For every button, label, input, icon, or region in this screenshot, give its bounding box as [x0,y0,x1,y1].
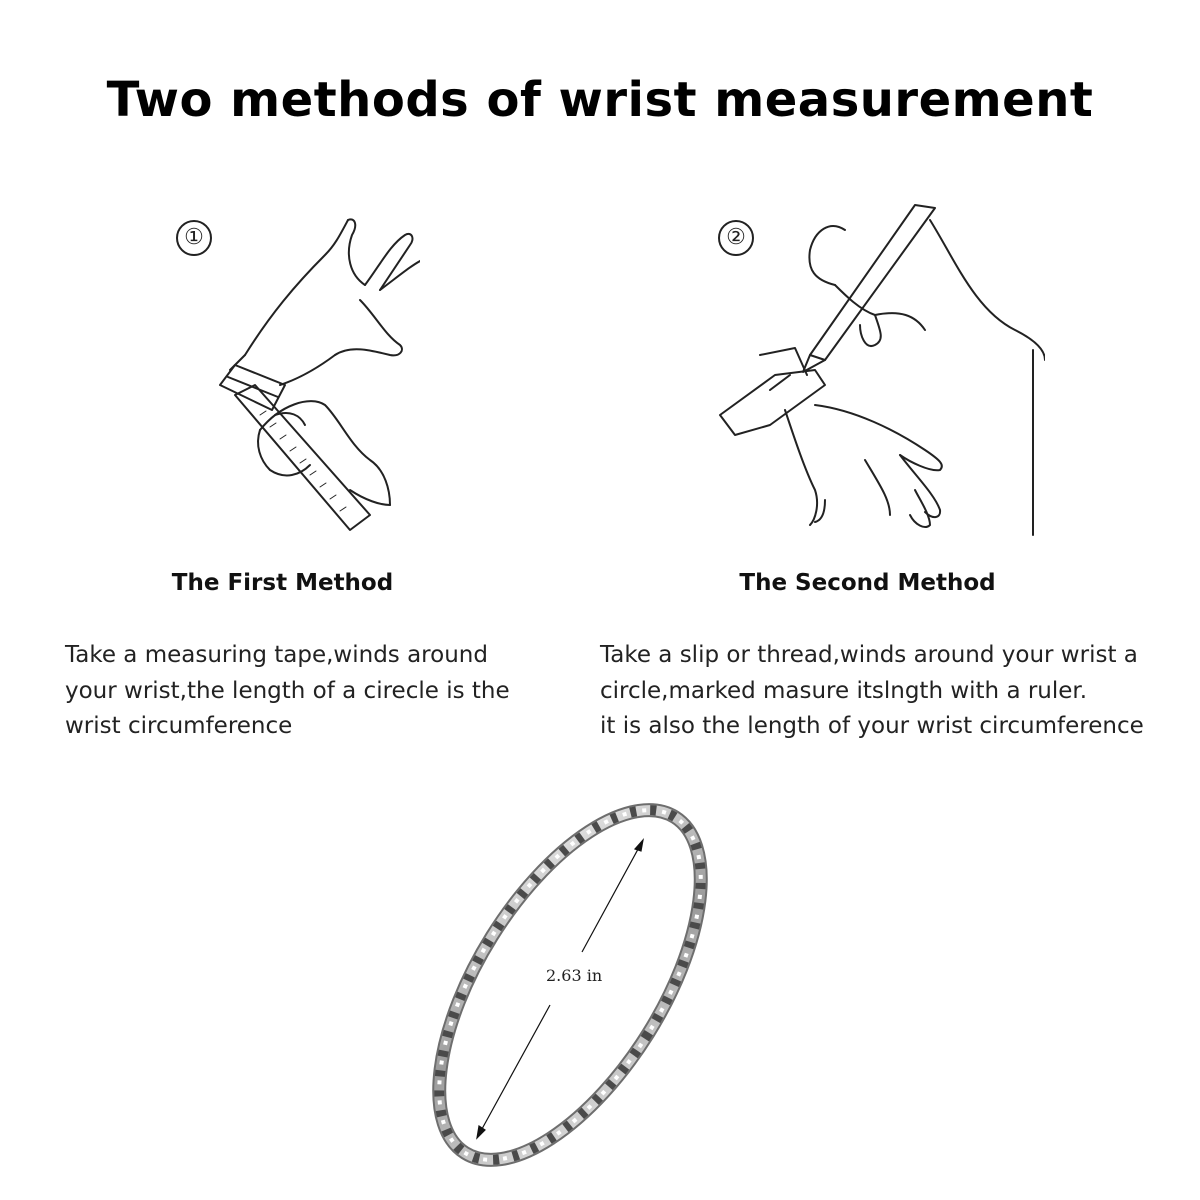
first-method-description [65,638,510,745]
measuring-tape-hand-illustration [200,205,420,545]
pen-marking-wrist-illustration [715,200,1045,545]
description-line: Take a slip or thread,winds around your wrist a [600,642,1138,668]
second-method-description [600,638,1144,745]
description-line: wrist circumference [65,713,293,739]
description-line: it is also the length of your wrist circumference [600,713,1144,739]
step-number-2: ② [718,220,754,256]
second-method-heading: The Second Method [739,570,996,596]
first-method-heading: The First Method [171,570,394,596]
description-line: circle,marked masure itslngth with a ruler. [600,677,1088,704]
page-title: Two methods of wrist measurement [106,72,1094,128]
description-line: Take a measuring tape,winds around [65,642,488,668]
step-number-1: ① [176,220,212,256]
description-line: your wrist,the length of a cirecle is the [65,677,510,704]
twisted-bangle-illustration [430,800,710,1170]
bangle-measurement-label: 2.63 in [546,966,603,985]
